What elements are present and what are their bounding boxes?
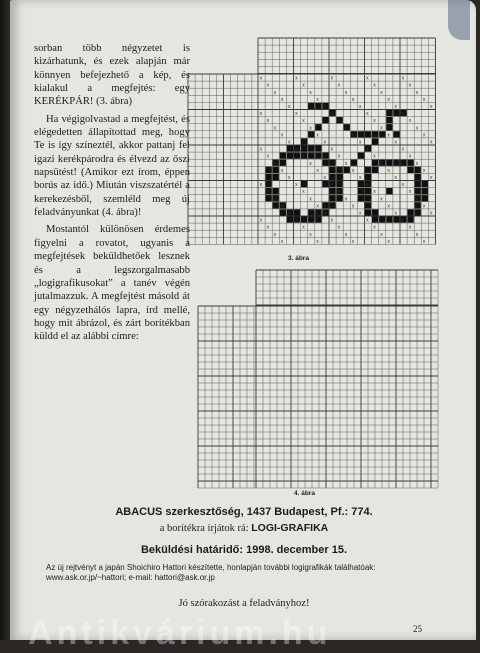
svg-text:x: x — [430, 210, 433, 217]
envelope-prefix: a borítékra írjátok rá: — [159, 523, 252, 534]
svg-text:x: x — [344, 125, 348, 132]
svg-text:x: x — [323, 104, 326, 110]
svg-text:x: x — [408, 118, 412, 125]
svg-text:x: x — [373, 82, 376, 89]
svg-text:x: x — [295, 182, 298, 189]
svg-text:x: x — [337, 224, 341, 231]
svg-text:x: x — [266, 118, 270, 125]
svg-text:x: x — [288, 210, 291, 217]
svg-text:x: x — [273, 125, 277, 132]
svg-text:x: x — [351, 96, 355, 103]
article-paragraph-2: Ha végigolvastad a megfejtést, és elégedetten állapítottad meg, hogy Te is így színeztél, akkor pattanj fel igazi kerékpárodra és élvezd az őszi napsütést! (Amikor ezt írom, éppen borús az idő.) Miután viszszatértél a kerekezésből, szemléld meg új feladványunkat (4. ábra)! — [34, 113, 190, 219]
svg-text:x: x — [401, 182, 405, 189]
svg-text:x: x — [394, 210, 397, 217]
svg-text:x: x — [394, 104, 397, 110]
svg-text:x: x — [422, 96, 426, 103]
svg-text:x: x — [309, 160, 312, 167]
svg-text:x: x — [373, 153, 376, 160]
svg-text:x: x — [273, 89, 277, 96]
svg-text:x: x — [323, 139, 326, 146]
svg-text:x: x — [273, 160, 277, 167]
credits-note: Az új rejtvényt a japán Shoichiro Hattori készítette, honlapján további logigrafikák találhatóak: www.ask.or.jp/~hattori; e-mail: hattori@ask.or.jp — [46, 563, 376, 582]
svg-text:x: x — [302, 189, 305, 196]
svg-text:x: x — [280, 238, 284, 245]
envelope-word: LOGI-GRAFIKA — [251, 522, 329, 534]
svg-text:x: x — [422, 132, 426, 139]
svg-text:x: x — [401, 146, 405, 153]
svg-text:x: x — [309, 125, 312, 132]
svg-text:x: x — [351, 132, 355, 139]
svg-text:x: x — [373, 224, 376, 231]
svg-text:x: x — [387, 132, 390, 139]
svg-text:x: x — [344, 196, 348, 203]
svg-text:x: x — [280, 96, 284, 103]
page-number: 25 — [413, 624, 422, 634]
svg-text:x: x — [380, 125, 383, 132]
svg-text:x: x — [323, 175, 326, 181]
figure-3-caption: 3. ábra — [288, 255, 309, 262]
svg-text:x: x — [330, 217, 334, 224]
svg-text:x: x — [288, 175, 291, 181]
deadline: Beküldési határidő: 1998. december 15. — [140, 544, 348, 556]
svg-text:x: x — [288, 139, 291, 146]
svg-text:x: x — [302, 224, 305, 231]
svg-text:x: x — [366, 146, 369, 153]
svg-text:x: x — [316, 167, 319, 174]
svg-text:x: x — [394, 139, 397, 146]
article-paragraph-1: sorban több négyzetet is kizárhatunk, és ezek alapján már könnyen befejezhető a kép, és kialakul a megfejtés: egy KERÉKPÁR! (3. ábra) — [34, 43, 190, 108]
svg-text:x: x — [366, 75, 369, 82]
svg-text:x: x — [295, 75, 298, 82]
svg-text:x: x — [337, 118, 341, 125]
svg-text:x: x — [359, 175, 362, 181]
svg-text:x: x — [415, 125, 419, 132]
svg-text:x: x — [330, 146, 334, 153]
svg-text:x: x — [330, 75, 334, 82]
figure-4-caption: 4. ábra — [294, 490, 315, 497]
svg-text:x: x — [415, 196, 419, 203]
figure-4-empty-grid — [256, 306, 438, 488]
envelope-instruction — [44, 522, 444, 534]
svg-text:x: x — [309, 89, 312, 96]
svg-text:x: x — [309, 231, 312, 238]
svg-text:x: x — [337, 153, 341, 160]
svg-text:x: x — [401, 217, 405, 224]
figure-3-column-clues — [258, 38, 436, 74]
svg-text:x: x — [415, 160, 419, 167]
svg-text:x: x — [330, 111, 334, 118]
figure-4-column-clues — [256, 270, 438, 306]
svg-text:x: x — [422, 203, 426, 210]
svg-text:x: x — [266, 189, 270, 196]
svg-text:x: x — [273, 196, 277, 203]
svg-text:x: x — [408, 224, 412, 231]
svg-text:x: x — [316, 132, 319, 139]
svg-text:x: x — [359, 210, 362, 217]
svg-text:x: x — [259, 75, 263, 82]
svg-text:x: x — [316, 238, 319, 245]
article-paragraph-3: Mostantól különösen érdemes figyelni a rovatot, ugyanis a megfejtések beküldhetőek lesznek és a legszorgalmasabb „logigrafikusokat” a tanév végén jutalmazzuk. A megfejtést másold át egy négyzethálós lapra, írd mellé, hogy mit ábrázol, és zárt borítékban küldd el az alábbi címre: — [34, 224, 190, 343]
svg-text:x: x — [366, 111, 369, 118]
svg-text:x: x — [387, 203, 390, 210]
svg-text:x: x — [380, 196, 383, 203]
svg-text:x: x — [351, 238, 355, 245]
svg-text:x: x — [422, 238, 426, 245]
svg-text:x: x — [316, 96, 319, 103]
svg-text:x: x — [259, 217, 263, 224]
svg-text:x: x — [380, 231, 383, 238]
svg-text:x: x — [415, 231, 419, 238]
svg-text:x: x — [259, 111, 263, 118]
svg-text:x: x — [337, 82, 341, 89]
svg-text:x: x — [351, 203, 355, 210]
figure-3-row-clues — [188, 74, 258, 244]
svg-text:x: x — [422, 167, 426, 174]
editorial-address: ABACUS szerkesztőség, 1437 Budapest, Pf.: 774. — [115, 506, 373, 518]
svg-text:x: x — [380, 89, 383, 96]
svg-text:x: x — [259, 146, 263, 153]
svg-text:x: x — [430, 175, 433, 181]
svg-text:x: x — [351, 167, 355, 174]
svg-text:x: x — [415, 89, 419, 96]
svg-text:x: x — [295, 146, 298, 153]
figure-4-row-clues — [198, 306, 256, 488]
svg-text:x: x — [302, 153, 305, 160]
svg-text:x: x — [323, 210, 326, 217]
svg-text:x: x — [387, 238, 390, 245]
svg-text:x: x — [280, 167, 284, 174]
svg-text:x: x — [280, 132, 284, 139]
closing-line: Jó szórakozást a feladványhoz! — [178, 598, 310, 609]
svg-text:x: x — [295, 217, 298, 224]
svg-text:x: x — [344, 89, 348, 96]
svg-text:x: x — [401, 111, 405, 118]
svg-text:x: x — [344, 231, 348, 238]
svg-text:x: x — [387, 167, 390, 174]
svg-text:x: x — [266, 82, 270, 89]
svg-text:x: x — [366, 182, 369, 189]
svg-text:x: x — [387, 96, 390, 103]
svg-text:x: x — [380, 160, 383, 167]
svg-text:x: x — [366, 217, 369, 224]
svg-text:x: x — [266, 153, 270, 160]
svg-text:x: x — [302, 118, 305, 125]
svg-text:x: x — [408, 189, 412, 196]
svg-text:x: x — [401, 75, 405, 82]
svg-text:x: x — [330, 182, 334, 189]
book-page — [10, 0, 476, 640]
svg-text:x: x — [273, 231, 277, 238]
svg-text:x: x — [373, 118, 376, 125]
svg-text:x: x — [309, 196, 312, 203]
svg-text:x: x — [316, 203, 319, 210]
svg-text:x: x — [302, 82, 305, 89]
svg-text:x: x — [430, 104, 433, 110]
svg-text:x: x — [280, 203, 284, 210]
svg-text:x: x — [288, 104, 291, 110]
svg-text:x: x — [344, 160, 348, 167]
svg-text:x: x — [359, 104, 362, 110]
svg-text:x: x — [394, 175, 397, 181]
watermark: Antikvárium.hu — [28, 614, 332, 652]
svg-text:x: x — [359, 139, 362, 146]
svg-text:x: x — [337, 189, 341, 196]
svg-text:x: x — [430, 139, 433, 146]
svg-text:x: x — [373, 189, 376, 196]
svg-text:x: x — [266, 224, 270, 231]
svg-text:x: x — [408, 82, 412, 89]
svg-text:x: x — [259, 182, 263, 189]
svg-text:x: x — [295, 111, 298, 118]
svg-text:x: x — [408, 153, 412, 160]
